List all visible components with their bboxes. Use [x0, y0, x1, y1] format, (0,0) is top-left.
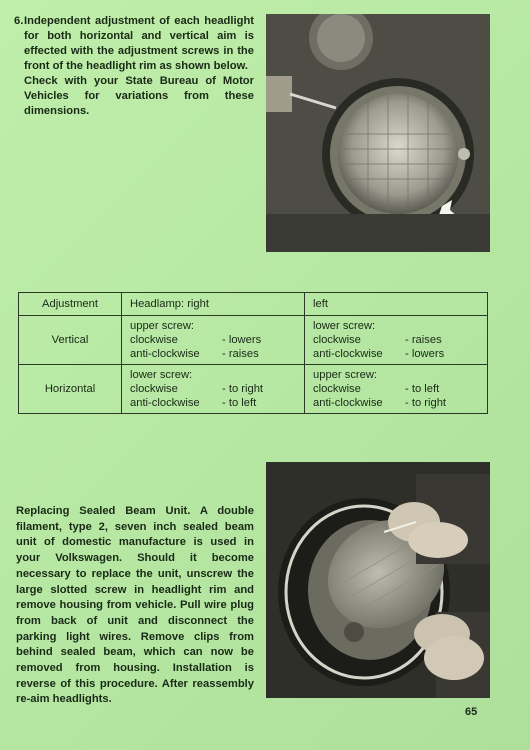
cell-horizontal-right [122, 365, 305, 414]
direction: clockwise [313, 334, 361, 346]
step-paragraph-2: Check with your State Bureau of Motor Vehicles for variations from these dimensions. [24, 75, 254, 117]
direction: anti-clockwise [313, 397, 383, 409]
direction: anti-clockwise [130, 348, 200, 360]
step-6 [14, 14, 254, 119]
cell-vertical-left [305, 316, 488, 365]
headlight-adjustment-photo [266, 14, 490, 252]
direction: clockwise [130, 334, 178, 346]
screw-label: upper screw: [313, 369, 378, 381]
effect: - lowers [222, 334, 262, 346]
effect: - lowers [405, 348, 445, 360]
sealed-beam-title: Replacing Sealed Beam Unit. [16, 505, 191, 517]
table-row-horizontal [19, 365, 488, 414]
direction: anti-clockwise [313, 348, 383, 360]
sealed-beam-section [16, 504, 254, 708]
cell-vertical-right [122, 316, 305, 365]
adjustment-table [18, 292, 488, 414]
direction: clockwise [130, 383, 178, 395]
page-number: 65 [465, 706, 478, 718]
cell-horizontal-left [305, 365, 488, 414]
headlight-adjustment-illustration [266, 14, 490, 252]
header-headlamp-right: Headlamp: right [122, 293, 305, 316]
screw-label: upper screw: [130, 320, 195, 332]
direction: clockwise [313, 383, 361, 395]
sealed-beam-text: A double filament, type 2, seven inch sealed beam unit of domestic manufacture is used in your Volkswagen. Should it become necessary to replace the unit, unscrew the large slotted screw in headlight rim and remove housing from vehicle. Pull wire plug from back of unit and disconnect the parking light wires. Remove clips from behind sealed beam, which can now be removed from housing. Installation is reverse of this procedure. After reassembly re-aim headlights. [16, 505, 254, 706]
effect: - raises [405, 334, 442, 346]
header-left: left [305, 293, 488, 316]
screw-label: lower screw: [313, 320, 376, 332]
sealed-beam-illustration [266, 462, 490, 698]
direction: anti-clockwise [130, 397, 200, 409]
effect: - raises [222, 348, 259, 360]
step-number: 6. [14, 15, 24, 27]
effect: - to right [405, 397, 447, 409]
header-adjustment: Adjustment [19, 293, 122, 316]
screw-label: lower screw: [130, 369, 193, 381]
effect: - to right [222, 383, 264, 395]
effect: - to left [222, 397, 257, 409]
step-paragraph-1: Independent adjustment of each headlight for both horizontal and vertical aim is effected with the adjustment screws in the front of the headlight rim as shown below. [24, 15, 254, 72]
sealed-beam-photo [266, 462, 490, 698]
row-label-vertical: Vertical [19, 316, 122, 365]
table-row-vertical [19, 316, 488, 365]
table-header-row [19, 293, 488, 316]
row-label-horizontal: Horizontal [19, 365, 122, 414]
effect: - to left [405, 383, 440, 395]
